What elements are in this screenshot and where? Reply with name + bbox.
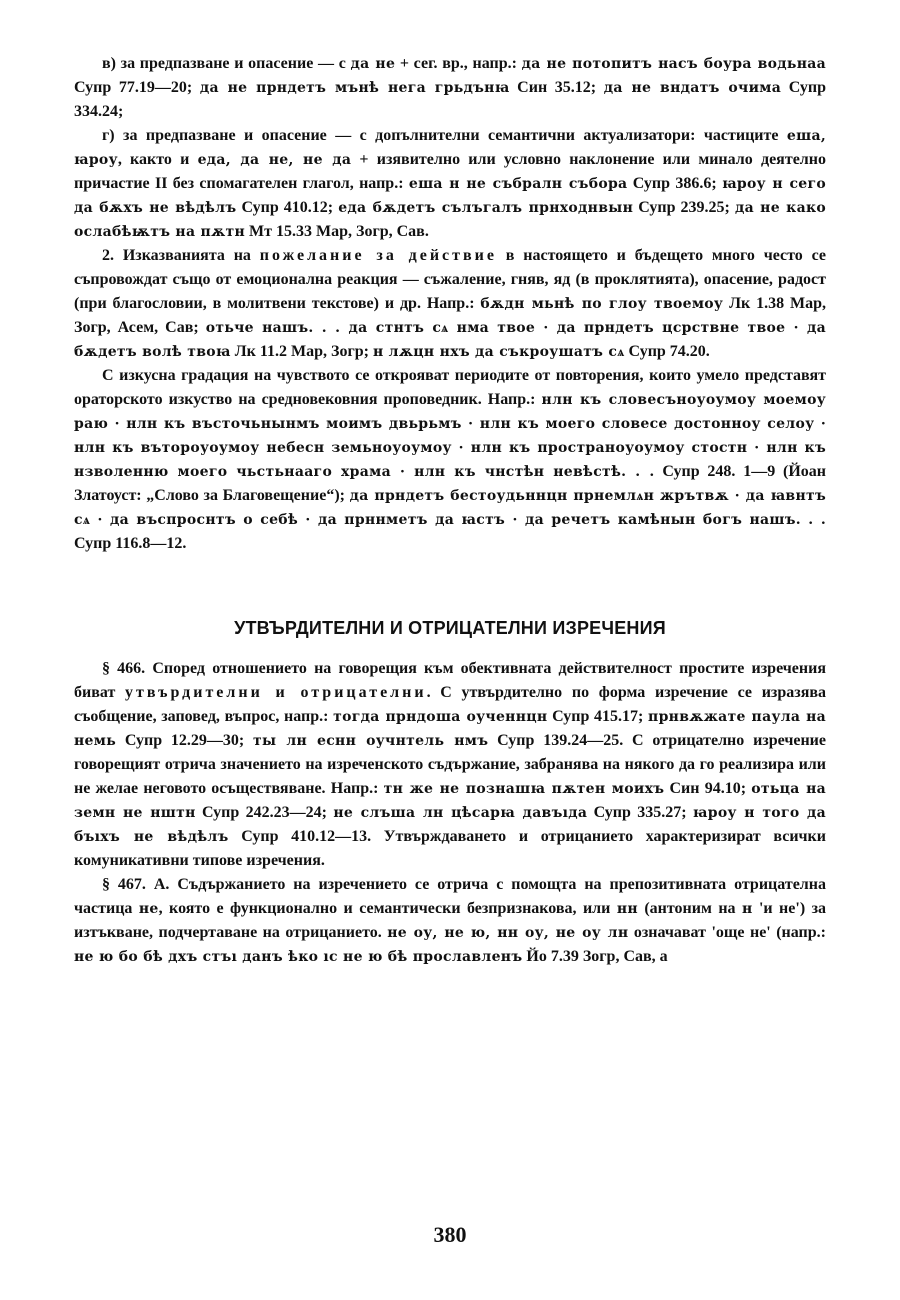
- old-bulgarian-quote: бѫдн мьнѣ по глоу твоемоу: [480, 296, 724, 312]
- text-run: Супр 242.23—24;: [195, 804, 334, 821]
- old-bulgarian-quote: тн же не познашꙗ пѫтен моихъ: [383, 781, 665, 797]
- text-run: Супр 410.12;: [236, 199, 339, 216]
- text-run: (антоним на: [637, 900, 742, 917]
- text-run: § 466. Според отношението на говорещия към обективната действителност простите изречения биват: [74, 660, 826, 701]
- old-bulgarian-quote: ꙗроу н того да бъıхъ не вѣдѣлъ: [74, 805, 826, 845]
- paragraph-4: [74, 364, 826, 556]
- text-run: § 467. А. Съдържанието на изречението се отрича с помощта на препозитивната отрицателна частица: [74, 876, 826, 917]
- text-run: 2. Изказванията на: [102, 247, 260, 264]
- paragraph-466: [74, 657, 826, 873]
- text-run: Лк 11.2 Мар, Зогр;: [230, 343, 373, 360]
- old-bulgarian-quote: прнвѫжате паула на немь: [74, 709, 827, 749]
- old-bulgarian-quote: ты лн еснн оучнтель нмъ: [253, 733, 489, 749]
- spaced-emphasis: утвърдителни и отрицателни: [125, 684, 427, 701]
- old-bulgarian-quote: да прндетъ бестоудьннцн прнемлѧн жрътвѫ · да ꙗвнтъ сѧ · да въспроснтъ о себѣ · да прннметъ да ꙗстъ · да речетъ камѣнын богъ нашъ. . .: [74, 488, 826, 528]
- old-bulgarian-quote: не оу, не ю, нн оу, не оу лн: [387, 925, 629, 941]
- text-run: , както и: [117, 151, 198, 168]
- document-page: [74, 52, 826, 1262]
- text-run: 'и не') за изтъкване, подчертаване на отрицанието.: [74, 900, 827, 941]
- paragraph-1: [74, 52, 826, 124]
- text-run: Супр 415.17;: [547, 708, 649, 725]
- spaced-emphasis: пожелание за действие: [259, 247, 497, 264]
- old-bulgarian-quote: еда бѫдетъ сълъгалъ прнходнвын: [338, 200, 634, 216]
- old-bulgarian-quote: еда, да не, не да: [197, 152, 352, 168]
- old-bulgarian-quote: нн: [616, 901, 638, 917]
- page-number: 380: [433, 1222, 467, 1247]
- text-run: означават 'още не' (напр.:: [628, 924, 827, 941]
- old-bulgarian-quote: да не потопитъ насъ боура водьнаа: [521, 56, 826, 72]
- text-run: в) за предпазване и опасение — с: [102, 55, 351, 72]
- old-bulgarian-quote: ꙗроу н сего да бѫхъ не вѣдѣлъ: [74, 176, 827, 216]
- old-bulgarian-quote: да не: [350, 56, 396, 72]
- text-run: Лк 1.38 Мар, Зогр, Асем, Сав;: [74, 295, 827, 336]
- old-bulgarian-quote: отьца на земн не нштн: [74, 781, 826, 821]
- old-bulgarian-quote: не слъша лн цѣсарꙗ давъıда: [333, 805, 588, 821]
- old-bulgarian-quote: еша, ꙗроу: [74, 128, 826, 168]
- text-run: Супр 139.24—25. С отрицателно изречение говорещият отрича значението на изреченското съдържание, забранява на някого да го реализира или не желае неговото осъществяване. Напр.:: [74, 732, 826, 797]
- text-run: Супр 248. 1—9 (Йоан Златоуст: „Слово за Благовещение“);: [74, 463, 826, 504]
- old-bulgarian-quote: да не прндетъ мънѣ нега грьдънꙗ: [199, 80, 510, 96]
- old-bulgarian-quote: нлн къ словесъноуоумоу моемоу раю · нлн къ въсточьнынмъ моимъ двьрьмъ · нлн къ моего словесе достонноу селоу · нлн къ вътороуоумоу небесн земьноуоумоу · нлн къ пространоуоумоу стостн · нлн къ нзволенню моего чьстьнааго храма · нлн къ чнстѣн невѣстѣ. . .: [74, 392, 826, 480]
- paragraph-467: [74, 873, 826, 969]
- text-run: Син 35.12;: [509, 79, 604, 96]
- text-run: Супр 74.20.: [624, 343, 710, 360]
- old-bulgarian-quote: н лѫцн нхъ да съкроушатъ сѧ: [372, 344, 625, 360]
- text-run: Супр 239.25;: [633, 199, 735, 216]
- text-run: Супр 410.12—13. Утвърждаването и отрицанието характеризират всички комуникативни типове изречения.: [74, 828, 826, 869]
- text-run: Супр 386.6;: [627, 175, 723, 192]
- old-bulgarian-quote: не: [138, 901, 159, 917]
- old-bulgarian-quote: н: [741, 901, 753, 917]
- text-run: в настоящето и бъдещето много често се съпровождат също от емоционална реакция — съжаление, гняв, яд (в проклятията), опасение, радост (при благословии, в молитвени текстове) и др. Напр.:: [74, 247, 826, 312]
- text-run: Мт 15.33 Мар, Зогр, Сав.: [245, 223, 429, 240]
- text-run: Супр 334.24;: [74, 79, 827, 120]
- text-run: С изкусна градация на чувството се открояват периодите от повторения, които умело представят ораторското изкуство на средновековния проповедник. Напр.:: [74, 367, 826, 408]
- old-bulgarian-quote: да не вндатъ очима: [603, 80, 782, 96]
- text-run: Супр 12.29—30;: [116, 732, 254, 749]
- text-run: Супр 335.27;: [587, 804, 693, 821]
- old-bulgarian-quote: еша н не събралн събора: [408, 176, 628, 192]
- text-run: Супр 77.19—20;: [74, 79, 200, 96]
- old-bulgarian-quote: не ю бо бѣ дхъ стъı данъ ѣко ıс не ю бѣ прославленъ: [74, 949, 523, 965]
- old-bulgarian-quote: отьче нашъ. . . да стнтъ сѧ нма твое · да прндетъ цсрствне твое · да бѫдетъ волѣ твоꙗ: [74, 320, 826, 360]
- section-heading: УТВЪРДИТЕЛНИ И ОТРИЦАТЕЛНИ ИЗРЕЧЕНИЯ: [234, 618, 666, 638]
- text-run: + изявително или условно наклонение или минало деятелно причастие II без спомагателен глагол, напр.:: [74, 151, 826, 192]
- text-run: г) за предпазване и опасение — с допълнителни семантични актуализатори: частиците: [102, 127, 787, 144]
- old-bulgarian-quote: да не како ослабѣѭтъ на пѫтн: [74, 200, 826, 240]
- text-run: Супр 116.8—12.: [74, 535, 187, 552]
- old-bulgarian-quote: тогда прндоша оученнцн: [333, 709, 548, 725]
- text-run: Йо 7.39 Зогр, Сав, а: [522, 948, 668, 965]
- paragraph-2: [74, 124, 826, 244]
- paragraph-3: [74, 244, 826, 364]
- section-spacer: [74, 556, 826, 618]
- text-run: . С утвърдително по форма изречение се изразява съобщение, заповед, въпрос, напр.:: [74, 684, 826, 725]
- text-run: , която е функционално и семантически безпризнакова, или: [158, 900, 617, 917]
- text-run: + сег. вр., напр.:: [395, 55, 522, 72]
- text-run: Син 94.10;: [664, 780, 752, 797]
